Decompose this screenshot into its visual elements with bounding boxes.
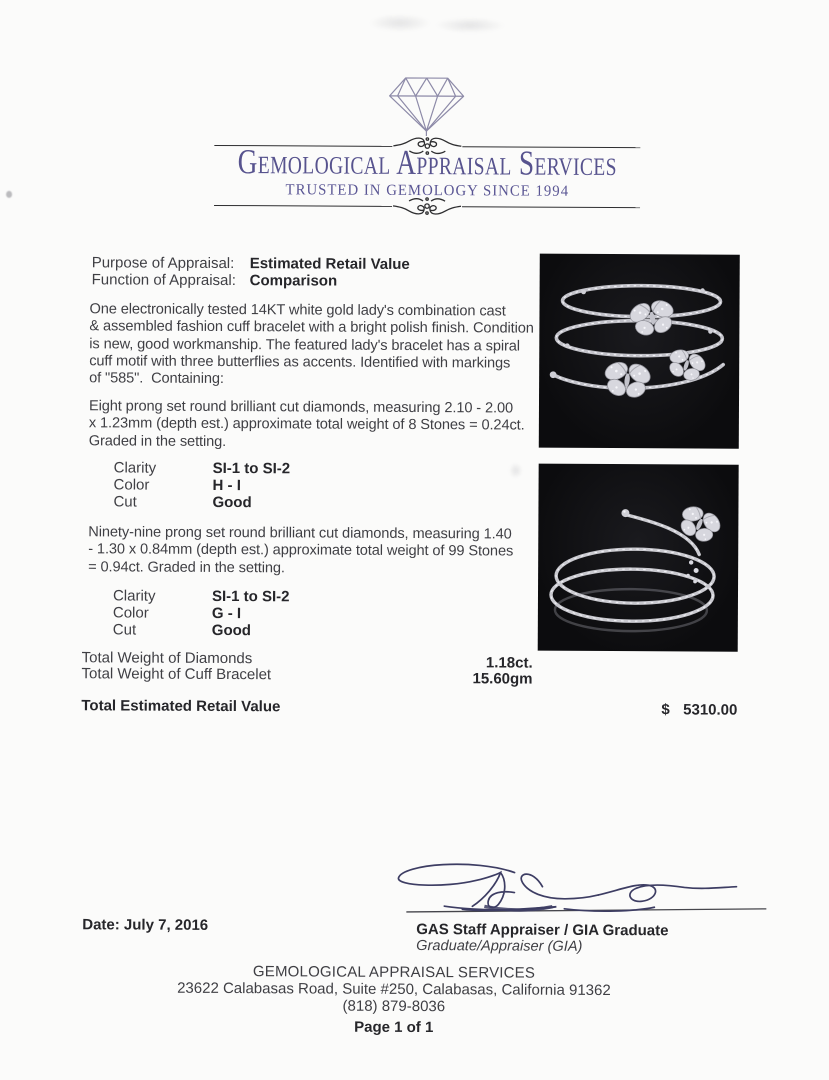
cut-label: Cut: [112, 621, 137, 639]
footer-phone: (818) 879-8036: [342, 997, 446, 1016]
clarity-value: SI-1 to SI-2: [212, 459, 291, 478]
stone-2-grades: [113, 587, 290, 640]
bracelet-photo-angled-view: [538, 464, 739, 652]
signer-title: Graduate/Appraiser (GIA): [416, 938, 583, 955]
bracelet-angled-view-image: [538, 464, 739, 652]
header-rule-bottom: [214, 192, 640, 220]
scan-smudge: [435, 17, 505, 33]
stone-1-description: Eight prong set round brilliant cut diamonds, measuring 2.10 - 2.00 x 1.23mm (depth est.) approximate total weight of 8 Stones = 0.24ct. Graded in the setting.: [88, 398, 525, 450]
grade-row: [113, 494, 290, 512]
grade-row: [114, 477, 291, 495]
function-row: [92, 272, 410, 290]
total-diamonds-value: 1.18ct.: [485, 654, 533, 672]
color-value: H - I: [212, 477, 241, 495]
total-bracelet-label: Total Weight of Cuff Bracelet: [81, 665, 272, 684]
grade-row: [114, 459, 291, 477]
rule-line: [214, 204, 392, 206]
color-label: Color: [113, 476, 150, 494]
rule-line: [462, 206, 640, 208]
stone-1-grades: [113, 459, 290, 512]
signer-name: GAS Staff Appraiser / GIA Graduate: [416, 921, 669, 940]
bracelet-photo-side-view: [539, 254, 740, 449]
brand-title: Gemological Appraisal Services: [237, 142, 617, 184]
signature: [384, 856, 778, 924]
cut-value: Good: [211, 622, 252, 640]
clarity-label: Clarity: [113, 459, 157, 477]
appraisal-info: [92, 255, 410, 290]
purpose-label: Purpose of Appraisal:: [91, 254, 235, 273]
cut-value: Good: [212, 494, 252, 512]
grade-row: [113, 622, 290, 640]
purpose-value: Estimated Retail Value: [249, 255, 410, 273]
function-label: Function of Appraisal:: [91, 270, 236, 289]
footer-company: GEMOLOGICAL APPRAISAL SERVICES: [252, 963, 536, 982]
footer-page-number: Page 1 of 1: [354, 1018, 434, 1037]
scroll-flourish-icon: [392, 193, 462, 219]
function-value: Comparison: [249, 271, 338, 290]
cut-label: Cut: [113, 493, 137, 511]
diamond-icon: [386, 74, 466, 138]
grade-row: [113, 587, 290, 605]
clarity-value: SI-1 to SI-2: [211, 587, 290, 606]
scan-smudge: [509, 462, 523, 478]
date-text: Date: July 7, 2016: [82, 916, 209, 934]
grade-row: [113, 605, 290, 623]
color-value: G - I: [211, 605, 242, 623]
retail-value-amount: 5310.00: [683, 701, 738, 719]
scan-speck: [6, 191, 12, 198]
scan-smudge: [369, 14, 431, 32]
bracelet-side-view-image: [539, 254, 740, 449]
brand-title-wrap: [17, 144, 829, 182]
brand-tagline: TRUSTED IN GEMOLOGY SINCE 1994: [285, 181, 569, 200]
color-label: Color: [112, 604, 149, 622]
total-diamonds-label: Total Weight of Diamonds: [81, 649, 253, 668]
currency-symbol: $: [661, 701, 670, 719]
total-bracelet-value: 15.60gm: [472, 670, 533, 688]
clarity-label: Clarity: [112, 587, 156, 605]
footer-address: 23622 Calabasas Road, Suite #250, Calabasas, California 91362: [177, 979, 611, 1000]
stone-2-description: Ninety-nine prong set round brilliant cut diamonds, measuring 1.40 - 1.30 x 0.84mm (depth est.) approximate total weight of 99 Stones = 0.94ct. Graded in the setting.: [88, 524, 514, 576]
retail-value-label: Total Estimated Retail Value: [81, 697, 281, 716]
item-description: One electronically tested 14KT white gold lady's combination cast & assembled fashion cuff bracelet with a bright polish finish. Condition is new, good workmanship. The featured lady's bracelet has a spiral cuff motif with three butterflies as accents. Identified with markings of "585". Containing:: [89, 301, 534, 388]
